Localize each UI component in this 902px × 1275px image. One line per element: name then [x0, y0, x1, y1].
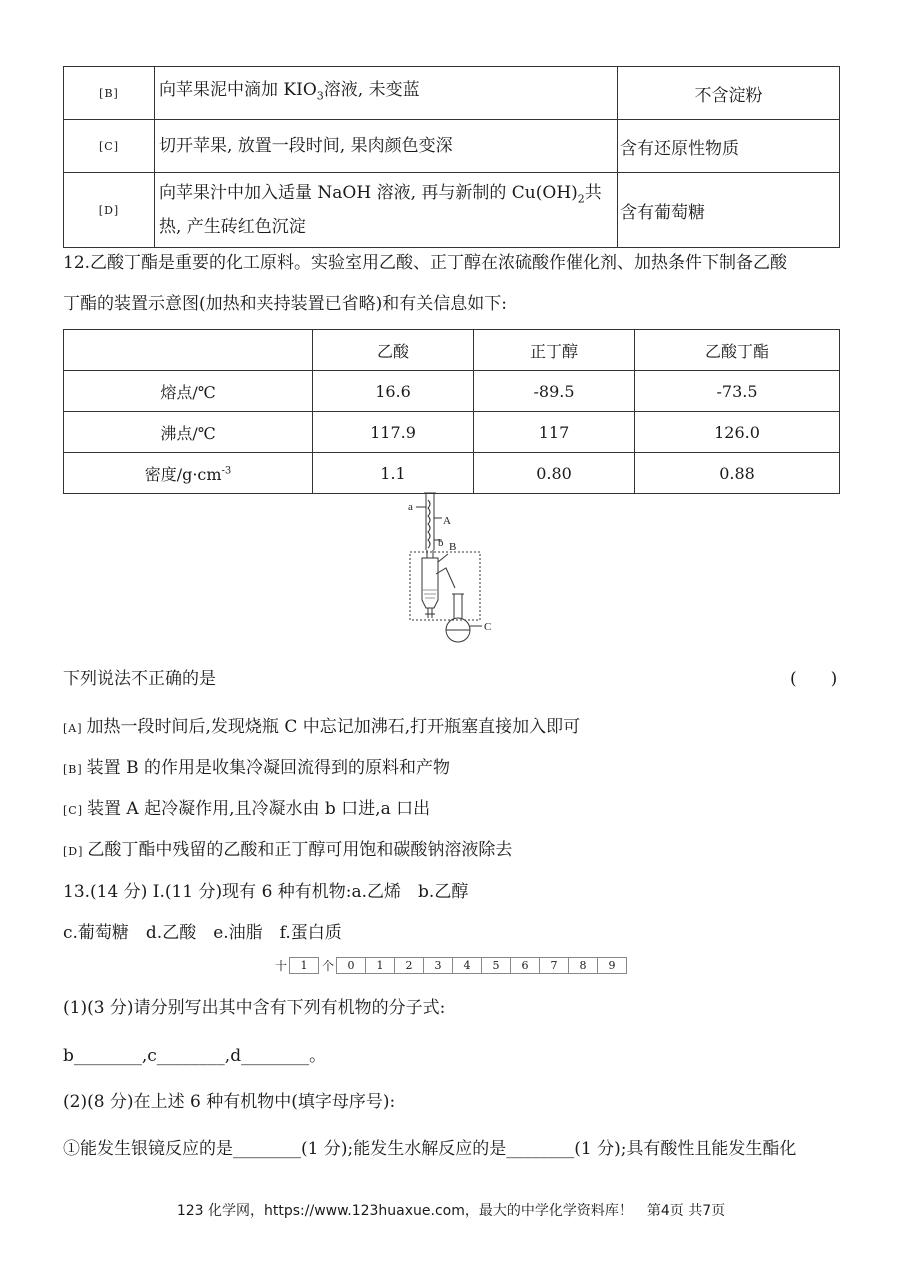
table-header-cell: 正丁醇	[474, 330, 635, 371]
grid-cell: 8	[568, 957, 598, 974]
option-conclusion: 不含淀粉	[618, 67, 840, 120]
water-separator	[422, 558, 438, 608]
table-header-row	[64, 330, 840, 371]
table-row	[64, 412, 840, 453]
label-A: A	[443, 515, 451, 527]
table-cell: 126.0	[635, 412, 840, 453]
grid-cell: 1	[365, 957, 395, 974]
option-tag: [C]	[64, 120, 155, 173]
grid-cell: 9	[597, 957, 627, 974]
dashed-frame	[410, 552, 480, 620]
grid-cell: 5	[481, 957, 511, 974]
q12-question: 下列说法不正确的是	[63, 669, 216, 689]
ten-label: 十	[275, 959, 288, 973]
q13-line1: 13.(14 分) Ⅰ.(11 分)现有 6 种有机物:a.乙烯 b.乙醇	[63, 882, 469, 902]
table-row	[64, 173, 840, 248]
table-cell: 117.9	[313, 412, 474, 453]
table-cell: 117	[474, 412, 635, 453]
grid-cell: 0	[336, 957, 366, 974]
table-cell: 0.80	[474, 453, 635, 494]
q13-part2: (2)(8 分)在上述 6 种有机物中(填字母序号):	[63, 1092, 396, 1112]
q12-line1: 12.乙酸丁酯是重要的化工原料。实验室用乙酸、正丁醇在浓硫酸作催化剂、加热条件下制备乙酸	[63, 253, 788, 273]
q12-line2: 丁酯的装置示意图(加热和夹持装置已省略)和有关信息如下:	[63, 294, 507, 314]
option-b: [B] 装置 B 的作用是收集冷凝回流得到的原料和产物	[63, 758, 450, 778]
label-b: b	[438, 537, 444, 549]
label-a: a	[408, 501, 413, 513]
grid-cell: 6	[510, 957, 540, 974]
option-conclusion: 含有葡萄糖	[618, 173, 840, 248]
table-row	[64, 453, 840, 494]
option-description: 向苹果汁中加入适量 NaOH 溶液, 再与新制的 $Cu(OH)_2$共 热, 产生砖红色沉淀	[155, 173, 618, 248]
table-cell: 密度$/g\cdot cm^{-3}$	[64, 453, 313, 494]
table-cell: 16.6	[313, 371, 474, 412]
option-conclusion: 含有还原性物质	[618, 120, 840, 173]
grid-cell: 1	[289, 957, 319, 974]
table-cell: 1.1	[313, 453, 474, 494]
properties-table	[63, 329, 840, 494]
table-cell: 0.88	[635, 453, 840, 494]
option-tag: [B]	[64, 67, 155, 120]
option-description: 切开苹果, 放置一段时间, 果肉颜色变深	[155, 120, 618, 173]
table-header-cell: 乙酸丁酯	[635, 330, 840, 371]
apparatus-diagram	[400, 490, 510, 645]
table-header-cell	[64, 330, 313, 371]
q13-part1: (1)(3 分)请分别写出其中含有下列有机物的分子式:	[63, 998, 446, 1018]
table-row	[64, 67, 840, 120]
grid-cell: 4	[452, 957, 482, 974]
table-cell: -89.5	[474, 371, 635, 412]
q13-part2-line: ①能发生银镜反应的是________(1 分);能发生水解反应的是________(1 分);具有酸性且能发生酯化	[63, 1139, 797, 1159]
grid-cell: 2	[394, 957, 424, 974]
answer-grid	[272, 957, 627, 974]
options-table	[63, 66, 840, 248]
page-footer: 123 化学网，https://www.123huaxue.com，最大的中学化学资料库！ 第4页 共7页	[176, 1203, 726, 1219]
one-label: 个	[322, 959, 335, 973]
grid-cell: 3	[423, 957, 453, 974]
label-B: B	[449, 541, 457, 553]
table-cell: 熔点/℃	[64, 371, 313, 412]
option-description: 向苹果泥中滴加 $KIO_3$溶液, 未变蓝	[155, 67, 618, 120]
q13-part1-blanks: b________,c________,d________。	[63, 1046, 327, 1066]
option-c: [C] 装置 A 起冷凝作用,且冷凝水由 b 口进,a 口出	[63, 799, 431, 819]
table-row	[64, 120, 840, 173]
grid-cell: 7	[539, 957, 569, 974]
table-cell: -73.5	[635, 371, 840, 412]
q13-line2: c.葡萄糖 d.乙酸 e.油脂 f.蛋白质	[63, 923, 342, 943]
table-row	[64, 371, 840, 412]
option-tag: [D]	[64, 173, 155, 248]
condenser-coil	[428, 500, 430, 548]
table-header-cell: 乙酸	[313, 330, 474, 371]
option-a: [A] 加热一段时间后,发现烧瓶 C 中忘记加沸石,打开瓶塞直接加入即可	[63, 717, 581, 737]
table-cell: 沸点/℃	[64, 412, 313, 453]
answer-bracket: ( )	[790, 669, 838, 689]
label-C: C	[484, 621, 492, 633]
option-d: [D] 乙酸丁酯中残留的乙酸和正丁醇可用饱和碳酸钠溶液除去	[63, 840, 513, 860]
